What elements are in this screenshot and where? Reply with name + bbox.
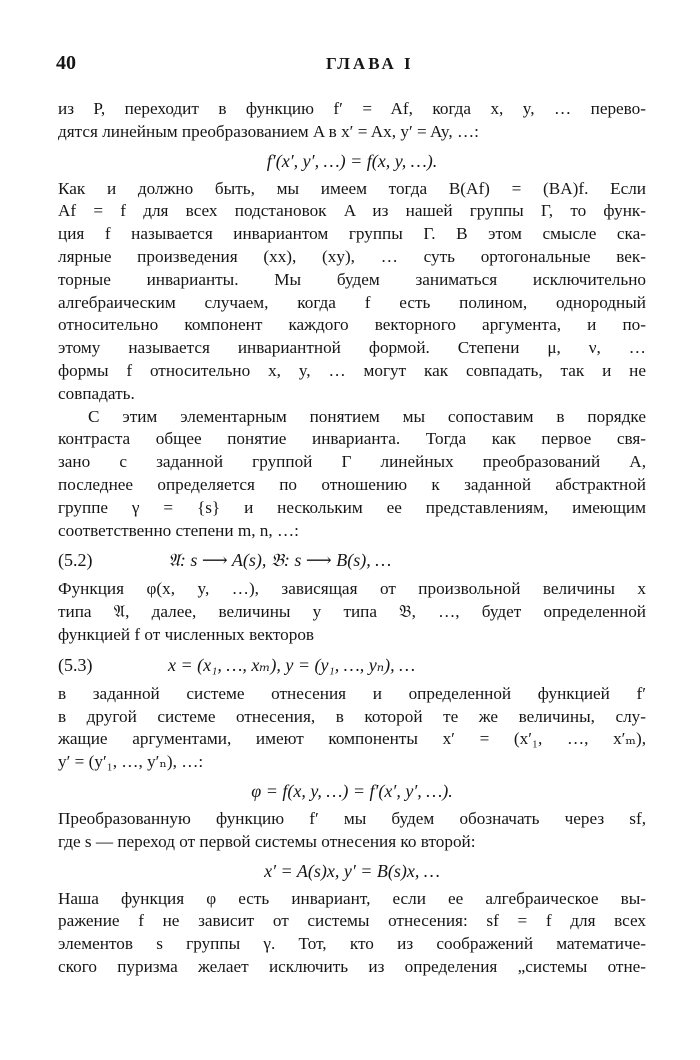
- display-formula-1: f′(x′, y′, …) = f(x, y, …).: [266, 150, 438, 171]
- text-line: ция f называется инвариантом группы Γ. В этом смысле ска-: [58, 224, 646, 244]
- equation-5-2: [58, 542, 646, 578]
- text-line: Как и должно быть, мы имеем тогда B(Af) = (BA)f. Если: [58, 178, 646, 198]
- text-line: совпадать.: [58, 383, 135, 403]
- text-line: в другой системе отнесения, в которой те же величины, слу-: [58, 706, 646, 726]
- text-line: в заданной системе отнесения и определенной функцией f′: [58, 683, 646, 703]
- text-line: элементов s группы γ. Тот, кто из соображений математиче-: [58, 934, 646, 954]
- paragraph-5: [58, 683, 646, 774]
- equation-5-3: [58, 647, 646, 683]
- text-line: зано с заданной группой Γ линейных преобразований A,: [58, 452, 646, 472]
- text-line: относительно компонент каждого векторного аргумента, и по-: [58, 315, 646, 335]
- text-line: из Р, переходит в функцию f′ = Af, когда x, y, … перево-: [58, 99, 646, 118]
- text-line: этому называется инвариантной формой. Степени μ, ν, …: [58, 338, 646, 358]
- text-line: контраста общее понятие инварианта. Тогда как первое свя-: [58, 429, 646, 449]
- text-line: лярные произведения (xx), (xy), … суть ортогональные век-: [58, 246, 646, 266]
- text-line: дятся линейным преобразованием A в x′ = Ax, y′ = Ay, …:: [58, 121, 479, 141]
- text-line: Преобразованную функцию f′ мы будем обозначать через sf,: [58, 808, 646, 828]
- text-line: Af = f для всех подстановок A из нашей группы Γ, то функ-: [58, 201, 646, 221]
- text-line: функцией f от численных векторов: [58, 624, 315, 644]
- text-line: формы f относительно x, y, … могут как совпадать, так и не: [58, 360, 646, 380]
- page-number: 40: [56, 52, 76, 74]
- text-line: С этим элементарным понятием мы сопоставим в порядке: [88, 406, 646, 426]
- text-line: последнее определяется по отношению к заданной абстрактной: [58, 474, 646, 494]
- paragraph-7: [58, 888, 646, 979]
- text-line: Наша функция φ есть инвариант, если ее алгебраическое вы-: [58, 888, 646, 908]
- equation-body: x = (x₁, …, xₘ), y = (y₁, …, yₙ), …: [168, 654, 416, 675]
- equation-body: 𝔄: s ⟶ A(s), 𝔅: s ⟶ B(s), …: [168, 550, 392, 571]
- page-body: [58, 98, 646, 979]
- text-line: жащие аргументами, имеют компоненты x′ = (x′₁, …, x′ₘ),: [58, 729, 646, 749]
- text-line: алгебраическим случаем, когда f есть полином, однородный: [58, 292, 646, 312]
- text-line: y′ = (y′₁, …, y′ₙ), …:: [58, 752, 204, 772]
- text-line: ского пуризма желает исключить из определения „системы отне-: [58, 956, 646, 976]
- chapter-title: ГЛАВА I: [326, 54, 414, 73]
- equation-number: (5.2): [58, 550, 93, 571]
- text-line: типа 𝔄, далее, величины y типа 𝔅, …, будет определенной: [58, 602, 646, 622]
- text-line: Функция φ(x, y, …), зависящая от произвольной величины x: [58, 579, 646, 599]
- text-line: группе γ = {s} и нескольким ее представлениям, имеющим: [58, 497, 646, 517]
- display-formula-2: φ = f(x, y, …) = f′(x′, y′, …).: [251, 780, 453, 801]
- text-line: торные инварианты. Мы будем заниматься исключительно: [58, 269, 646, 289]
- display-formula-3: x′ = A(s)x, y′ = B(s)x, …: [264, 860, 440, 881]
- paragraph-3: [58, 406, 646, 543]
- paragraph-6: [58, 808, 646, 854]
- paragraph-4: [58, 578, 646, 646]
- text-line: ражение f не зависит от системы отнесения: sf = f для всех: [58, 911, 646, 931]
- paragraph-2: [58, 178, 646, 406]
- text-line: где s — переход от первой системы отнесения ко второй:: [58, 831, 476, 851]
- equation-number: (5.3): [58, 654, 93, 675]
- text-line: соответственно степени m, n, …:: [58, 520, 299, 540]
- paragraph-1: [58, 98, 646, 144]
- running-header: [56, 52, 646, 82]
